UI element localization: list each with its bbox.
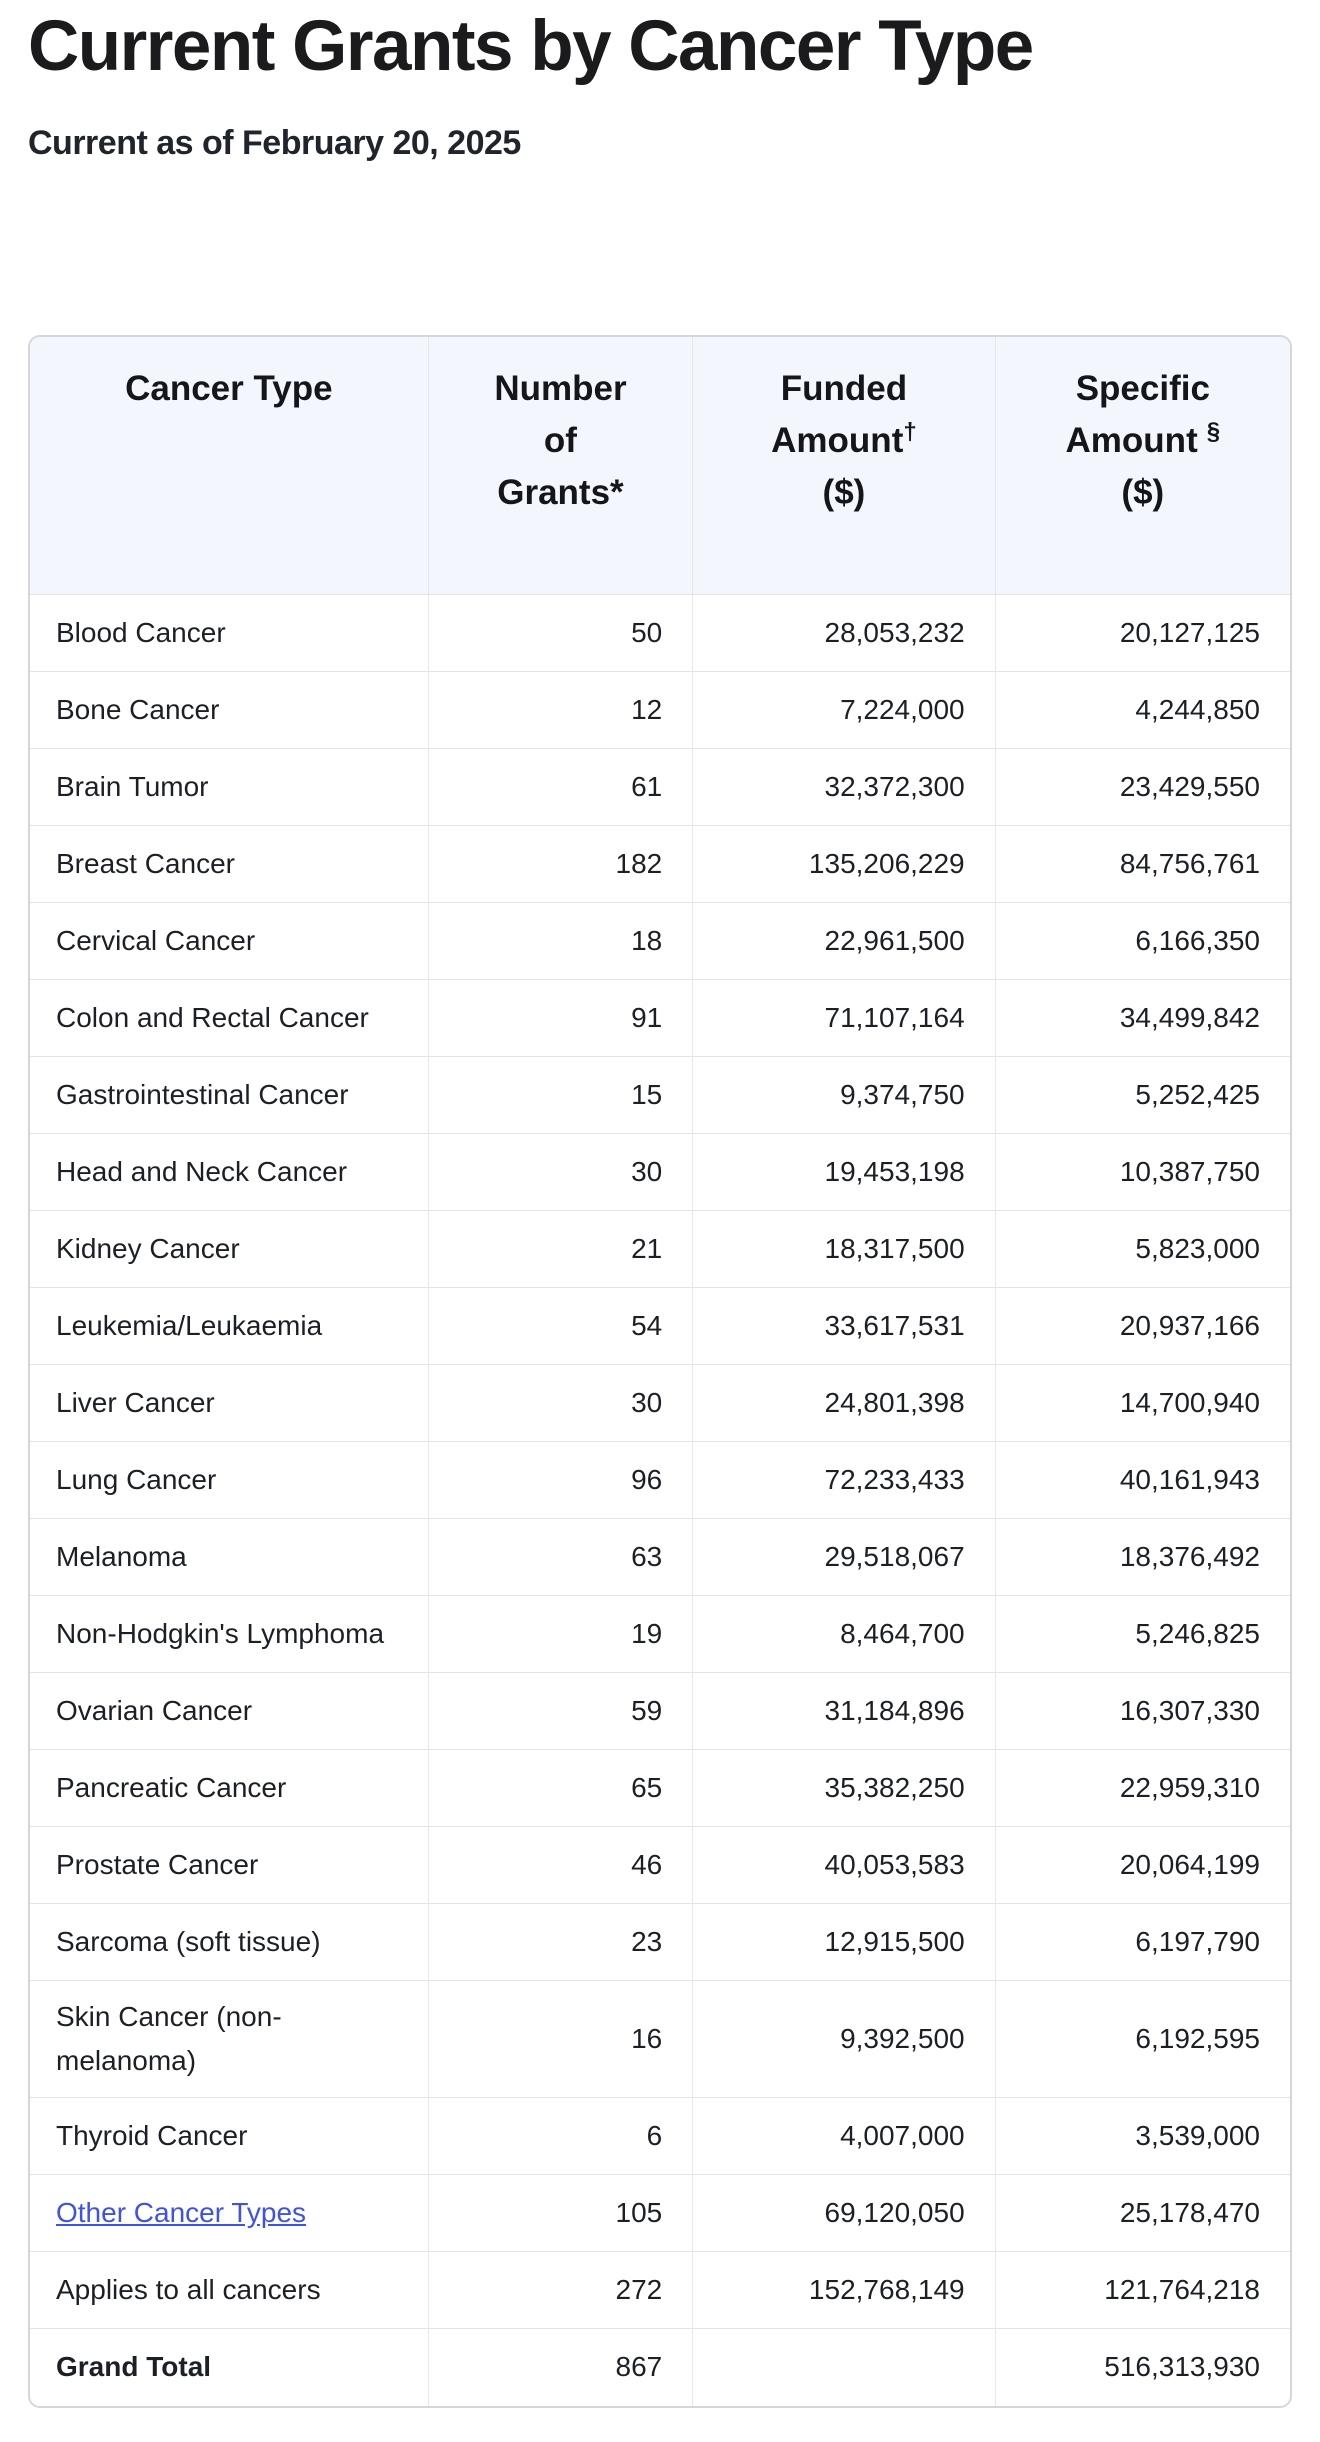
- cancer-type-cell-text: Grand Total: [56, 2351, 212, 2383]
- specific-amount-cell-text: 16,307,330: [1119, 1695, 1260, 1727]
- col-header-cancer-type: [30, 337, 428, 595]
- table-body: [30, 595, 1290, 2406]
- funded-amount-cell-text: 22,961,500: [824, 925, 965, 957]
- table-row: [30, 2098, 1290, 2175]
- header-line: Cancer Type: [125, 368, 333, 408]
- dagger-footnote-marker: †: [903, 417, 917, 445]
- specific-amount-cell-text: 6,166,350: [1135, 925, 1260, 957]
- header-line: [703, 415, 984, 467]
- funded-amount-cell-text: 71,107,164: [824, 1002, 965, 1034]
- cancer-type-cell-text: Skin Cancer (non-melanoma): [56, 2001, 282, 2077]
- cancer-type-cell: [30, 2175, 428, 2252]
- specific-amount-cell-text: 6,192,595: [1135, 2023, 1260, 2055]
- specific-amount-cell-text: 22,959,310: [1119, 1772, 1260, 1804]
- grants-count-cell: [428, 2329, 693, 2406]
- grants-count-cell: [428, 1134, 693, 1211]
- cancer-type-cell-text: Melanoma: [56, 1541, 187, 1573]
- table-row: [30, 1904, 1290, 1981]
- table-row: [30, 749, 1290, 826]
- specific-amount-cell: [995, 1442, 1290, 1519]
- grants-count-cell: [428, 1750, 693, 1827]
- funded-amount-cell-text: 9,374,750: [840, 1079, 965, 1111]
- cancer-type-cell: [30, 903, 428, 980]
- table-row: [30, 1596, 1290, 1673]
- specific-amount-cell: [995, 2252, 1290, 2329]
- grants-count-cell: [428, 1365, 693, 1442]
- funded-amount-cell: [693, 1519, 995, 1596]
- grants-count-cell: [428, 980, 693, 1057]
- table-row: [30, 1673, 1290, 1750]
- funded-amount-cell-text: 8,464,700: [840, 1618, 965, 1650]
- cancer-type-cell: [30, 595, 428, 672]
- funded-amount-cell-text: 40,053,583: [824, 1849, 965, 1881]
- grants-count-cell-text: 50: [631, 617, 663, 649]
- funded-amount-cell: [693, 980, 995, 1057]
- specific-amount-cell: [995, 980, 1290, 1057]
- table-row: [30, 1288, 1290, 1365]
- specific-amount-cell-text: 6,197,790: [1135, 1926, 1260, 1958]
- grants-count-cell: [428, 826, 693, 903]
- funded-amount-cell: [693, 672, 995, 749]
- grants-count-cell-text: 12: [631, 694, 663, 726]
- specific-amount-cell-text: 5,823,000: [1135, 1233, 1260, 1265]
- specific-amount-cell: [995, 1134, 1290, 1211]
- header-line: of: [543, 420, 577, 460]
- cancer-type-cell: [30, 1442, 428, 1519]
- cancer-type-cell: [30, 1211, 428, 1288]
- grants-count-cell: [428, 2175, 693, 2252]
- specific-amount-cell-text: 84,756,761: [1119, 848, 1260, 880]
- header-line-text: Amount: [771, 420, 904, 460]
- funded-amount-cell: [693, 1981, 995, 2098]
- specific-amount-cell: [995, 1596, 1290, 1673]
- funded-amount-cell: [693, 826, 995, 903]
- specific-amount-cell: [995, 1673, 1290, 1750]
- table-row: [30, 1134, 1290, 1211]
- specific-amount-cell: [995, 1981, 1290, 2098]
- grants-count-cell-text: 16: [631, 2023, 663, 2055]
- cancer-type-cell: [30, 1365, 428, 1442]
- grants-count-cell-text: 96: [631, 1464, 663, 1496]
- funded-amount-cell: [693, 2098, 995, 2175]
- grants-count-cell: [428, 1981, 693, 2098]
- cancer-type-cell-text: Sarcoma (soft tissue): [56, 1926, 321, 1958]
- header-line: Number: [494, 368, 627, 408]
- header-line: Grants*: [497, 472, 624, 512]
- cancer-type-cell-text: Blood Cancer: [56, 617, 226, 649]
- table-row: [30, 2252, 1290, 2329]
- grants-count-cell: [428, 2252, 693, 2329]
- col-header-funded-amount: [693, 337, 995, 595]
- table-row: [30, 1519, 1290, 1596]
- grants-count-cell: [428, 595, 693, 672]
- cancer-type-cell: [30, 2252, 428, 2329]
- cancer-type-cell: [30, 1519, 428, 1596]
- specific-amount-cell: [995, 2098, 1290, 2175]
- other-cancer-types-link[interactable]: Other Cancer Types: [56, 2197, 307, 2229]
- funded-amount-cell-text: 19,453,198: [824, 1156, 965, 1188]
- specific-amount-cell-text: 20,064,199: [1119, 1849, 1260, 1881]
- specific-amount-cell: [995, 1519, 1290, 1596]
- funded-amount-cell-text: 33,617,531: [824, 1310, 965, 1342]
- header-line-text: Amount: [1065, 420, 1198, 460]
- funded-amount-cell: [693, 903, 995, 980]
- header-line: [1006, 415, 1280, 467]
- funded-amount-cell-text: 12,915,500: [824, 1926, 965, 1958]
- cancer-type-cell: [30, 980, 428, 1057]
- specific-amount-cell: [995, 903, 1290, 980]
- funded-amount-cell-text: 18,317,500: [824, 1233, 965, 1265]
- table-row: [30, 903, 1290, 980]
- grants-count-cell-text: 61: [631, 771, 663, 803]
- specific-amount-cell: [995, 1827, 1290, 1904]
- grants-count-cell: [428, 1673, 693, 1750]
- grants-count-cell: [428, 2098, 693, 2175]
- cancer-type-cell: [30, 826, 428, 903]
- funded-amount-cell-text: 69,120,050: [824, 2197, 965, 2229]
- specific-amount-cell: [995, 749, 1290, 826]
- cancer-type-cell: [30, 1827, 428, 1904]
- specific-amount-cell: [995, 672, 1290, 749]
- cancer-type-cell: [30, 1057, 428, 1134]
- specific-amount-cell-text: 14,700,940: [1119, 1387, 1260, 1419]
- cancer-type-cell: [30, 2329, 428, 2406]
- specific-amount-cell: [995, 1365, 1290, 1442]
- cancer-type-cell-text: Pancreatic Cancer: [56, 1772, 287, 1804]
- funded-amount-cell-text: 32,372,300: [824, 771, 965, 803]
- specific-amount-cell: [995, 2329, 1290, 2406]
- cancer-type-cell-text: Brain Tumor: [56, 771, 209, 803]
- grants-count-cell-text: 59: [631, 1695, 663, 1727]
- table-row: [30, 826, 1290, 903]
- funded-amount-cell-text: 29,518,067: [824, 1541, 965, 1573]
- table-row: [30, 1057, 1290, 1134]
- page-title: Current Grants by Cancer Type: [28, 7, 1033, 86]
- funded-amount-cell-text: 4,007,000: [840, 2120, 965, 2152]
- specific-amount-cell-text: 18,376,492: [1119, 1541, 1260, 1573]
- funded-amount-cell: [693, 2252, 995, 2329]
- table-row: [30, 980, 1290, 1057]
- cancer-type-cell: [30, 1673, 428, 1750]
- specific-amount-cell-text: 10,387,750: [1119, 1156, 1260, 1188]
- table-row: [30, 1211, 1290, 1288]
- grants-table: [30, 337, 1290, 2406]
- funded-amount-cell-text: 24,801,398: [824, 1387, 965, 1419]
- specific-amount-cell: [995, 1288, 1290, 1365]
- grants-table-container: [28, 335, 1292, 2408]
- table-row: [30, 595, 1290, 672]
- table-row: [30, 672, 1290, 749]
- cancer-type-cell: [30, 1981, 428, 2098]
- header-line: ($): [822, 472, 866, 512]
- specific-amount-cell-text: 20,937,166: [1119, 1310, 1260, 1342]
- cancer-type-cell-text: Non-Hodgkin's Lymphoma: [56, 1618, 385, 1650]
- grants-count-cell-text: 19: [631, 1618, 663, 1650]
- specific-amount-cell-text: 4,244,850: [1135, 694, 1260, 726]
- cancer-type-cell-text: Prostate Cancer: [56, 1849, 259, 1881]
- funded-amount-cell-text: 9,392,500: [840, 2023, 965, 2055]
- funded-amount-cell: [693, 749, 995, 826]
- grants-count-cell: [428, 1288, 693, 1365]
- cancer-type-cell: [30, 1288, 428, 1365]
- specific-amount-cell-text: 121,764,218: [1104, 2274, 1260, 2306]
- header-line: ($): [1121, 472, 1165, 512]
- funded-amount-cell: [693, 1904, 995, 1981]
- grants-count-cell-text: 182: [615, 848, 663, 880]
- cancer-type-cell: [30, 2098, 428, 2175]
- grants-count-cell-text: 23: [631, 1926, 663, 1958]
- grants-count-cell-text: 21: [631, 1233, 663, 1265]
- funded-amount-cell: [693, 2329, 995, 2406]
- funded-amount-cell: [693, 1596, 995, 1673]
- grants-count-cell-text: 6: [646, 2120, 663, 2152]
- grants-count-cell-text: 65: [631, 1772, 663, 1804]
- grants-count-cell-text: 15: [631, 1079, 663, 1111]
- cancer-type-cell-text: Lung Cancer: [56, 1464, 217, 1496]
- cancer-type-cell-text: Applies to all cancers: [56, 2274, 321, 2306]
- specific-amount-cell: [995, 2175, 1290, 2252]
- header-line: Funded: [780, 368, 908, 408]
- grants-count-cell: [428, 672, 693, 749]
- cancer-type-cell-text: Bone Cancer: [56, 694, 220, 726]
- table-row: [30, 2175, 1290, 2252]
- specific-amount-cell-text: 3,539,000: [1135, 2120, 1260, 2152]
- specific-amount-cell-text: 516,313,930: [1104, 2351, 1260, 2383]
- cancer-type-cell: [30, 1596, 428, 1673]
- grants-count-cell-text: 867: [615, 2351, 663, 2383]
- cancer-type-cell-text: Cervical Cancer: [56, 925, 256, 957]
- funded-amount-cell-text: 135,206,229: [808, 848, 965, 880]
- cancer-type-cell-text: Head and Neck Cancer: [56, 1156, 348, 1188]
- grants-count-cell-text: 18: [631, 925, 663, 957]
- funded-amount-cell: [693, 1134, 995, 1211]
- funded-amount-cell: [693, 595, 995, 672]
- grants-count-cell: [428, 1057, 693, 1134]
- specific-amount-cell-text: 25,178,470: [1119, 2197, 1260, 2229]
- funded-amount-cell: [693, 1365, 995, 1442]
- funded-amount-cell: [693, 1750, 995, 1827]
- grants-count-cell: [428, 1827, 693, 1904]
- funded-amount-cell: [693, 1442, 995, 1519]
- specific-amount-cell: [995, 826, 1290, 903]
- specific-amount-cell: [995, 1904, 1290, 1981]
- specific-amount-cell-text: 5,252,425: [1135, 1079, 1260, 1111]
- funded-amount-cell: [693, 1288, 995, 1365]
- grants-count-cell-text: 272: [615, 2274, 663, 2306]
- specific-amount-cell-text: 40,161,943: [1119, 1464, 1260, 1496]
- col-header-specific-amount: [995, 337, 1290, 595]
- grants-count-cell-text: 30: [631, 1156, 663, 1188]
- table-row: [30, 1442, 1290, 1519]
- cancer-type-cell-text: Liver Cancer: [56, 1387, 215, 1419]
- grants-count-cell: [428, 1596, 693, 1673]
- grants-count-cell: [428, 1904, 693, 1981]
- cancer-type-cell-text: Kidney Cancer: [56, 1233, 240, 1265]
- cancer-type-cell-text: Breast Cancer: [56, 848, 235, 880]
- specific-amount-cell: [995, 595, 1290, 672]
- funded-amount-cell: [693, 1673, 995, 1750]
- table-row: [30, 1750, 1290, 1827]
- header-line: Specific: [1075, 368, 1210, 408]
- grand-total-row: [30, 2329, 1290, 2406]
- specific-amount-cell: [995, 1750, 1290, 1827]
- cancer-type-cell-text: Colon and Rectal Cancer: [56, 1002, 369, 1034]
- funded-amount-cell-text: 31,184,896: [824, 1695, 965, 1727]
- grants-count-cell: [428, 1519, 693, 1596]
- section-footnote-marker: §: [1206, 417, 1221, 445]
- funded-amount-cell-text: 7,224,000: [840, 694, 965, 726]
- table-row: [30, 1365, 1290, 1442]
- cancer-type-cell: [30, 672, 428, 749]
- funded-amount-cell: [693, 2175, 995, 2252]
- table-row: [30, 1981, 1290, 2098]
- cancer-type-cell: [30, 1134, 428, 1211]
- grants-count-cell-text: 105: [615, 2197, 663, 2229]
- funded-amount-cell: [693, 1827, 995, 1904]
- funded-amount-cell-text: 152,768,149: [808, 2274, 965, 2306]
- table-header: [30, 337, 1290, 595]
- grants-count-cell-text: 30: [631, 1387, 663, 1419]
- cancer-type-cell-text: Gastrointestinal Cancer: [56, 1079, 349, 1111]
- page-subtitle: Current as of February 20, 2025: [28, 123, 521, 162]
- grants-count-cell: [428, 749, 693, 826]
- grants-count-cell: [428, 1211, 693, 1288]
- cancer-type-cell-text: Ovarian Cancer: [56, 1695, 253, 1727]
- cancer-type-cell: [30, 1750, 428, 1827]
- funded-amount-cell-text: 72,233,433: [824, 1464, 965, 1496]
- specific-amount-cell: [995, 1057, 1290, 1134]
- header-row: [30, 337, 1290, 595]
- table-row: [30, 1827, 1290, 1904]
- cancer-type-cell-text: Thyroid Cancer: [56, 2120, 248, 2152]
- cancer-type-cell-text: Leukemia/Leukaemia: [56, 1310, 323, 1342]
- grants-count-cell-text: 46: [631, 1849, 663, 1881]
- grants-count-cell-text: 91: [631, 1002, 663, 1034]
- specific-amount-cell: [995, 1211, 1290, 1288]
- cancer-type-cell: [30, 749, 428, 826]
- specific-amount-cell-text: 20,127,125: [1119, 617, 1260, 649]
- specific-amount-cell-text: 23,429,550: [1119, 771, 1260, 803]
- specific-amount-cell-text: 34,499,842: [1119, 1002, 1260, 1034]
- cancer-type-cell: [30, 1904, 428, 1981]
- col-header-number-of-grants: [428, 337, 693, 595]
- grants-count-cell: [428, 1442, 693, 1519]
- specific-amount-cell-text: 5,246,825: [1135, 1618, 1260, 1650]
- funded-amount-cell-text: 35,382,250: [824, 1772, 965, 1804]
- funded-amount-cell: [693, 1057, 995, 1134]
- funded-amount-cell: [693, 1211, 995, 1288]
- funded-amount-cell-text: 28,053,232: [824, 617, 965, 649]
- grants-count-cell-text: 63: [631, 1541, 663, 1573]
- grants-count-cell-text: 54: [631, 1310, 663, 1342]
- grants-count-cell: [428, 903, 693, 980]
